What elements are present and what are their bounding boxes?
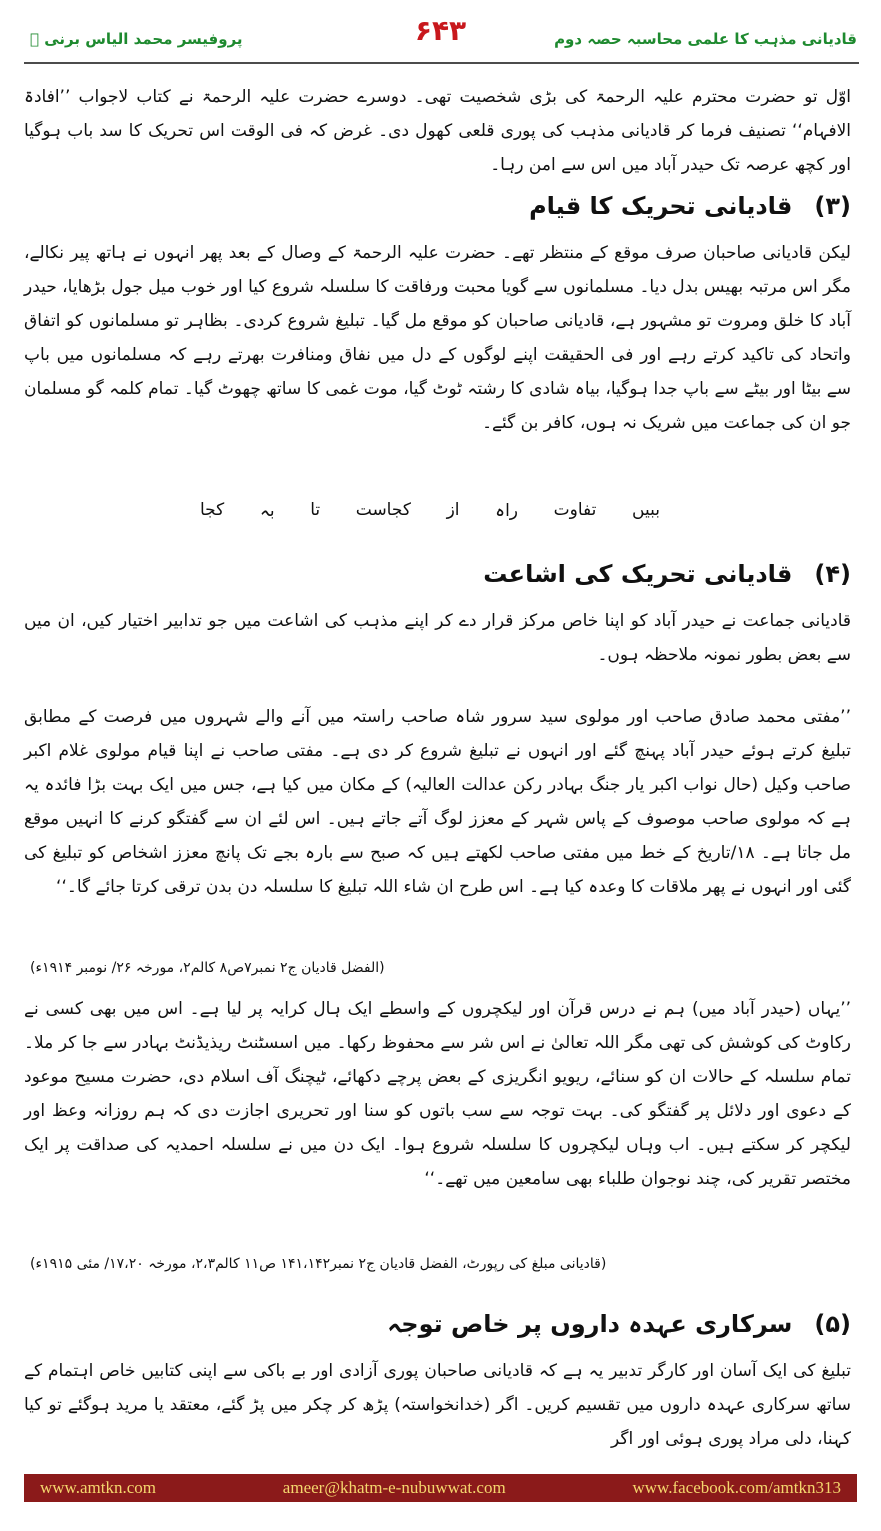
header-divider [24, 62, 859, 64]
author-name: پروفیسر محمد الیاس برنی ﷫ [30, 30, 243, 48]
quote-1: ’’مفتی محمد صادق صاحب اور مولوی سید سرور شاہ صاحب راستہ میں آنے والے شہروں میں فرصت کے مطابق تبلیغ کرتے ہوئے حیدر آباد پہنچ گئے اور انہوں نے تبلیغ شروع کر دی ہے۔ مفتی صاحب نے اپنا قیام مولوی غلام اکبر صاحب وکیل (حال نواب اکبر یار جنگ بہادر رکن عدالت العالیہ) کے مکان میں کیا ہے، جس میں ایک بہت بڑا فائدہ یہ ہے کہ مولوی صاحب موصوف کے پاس شہر کے معزز لوگ آتے جاتے ہیں۔ اس لئے ان سے گفتگو کرنے کا انہیں موقع مل جاتا ہے۔ ۱۸/تاریخ کے خط میں مفتی صاحب لکھتے ہیں کہ صبح سے بارہ بجے تک پانچ معزز اشخاص کو تبلیغ کی گئی اور انہوں نے پھر ملاقات کا وعدہ کیا ہے۔ اس طرح ان شاء اللہ تبلیغ کا سلسلہ دن بدن ترقی کرتا جائے گا۔‘‘ [24, 707, 851, 897]
verse-word: راہ [495, 501, 519, 521]
facebook-link[interactable]: www.facebook.com/amtkn313 [632, 1478, 841, 1497]
website-link[interactable]: www.amtkn.com [40, 1478, 156, 1497]
verse-word: ببیں [632, 500, 660, 520]
book-title: قادیانی مذہب کا علمی محاسبہ حصہ دوم [554, 30, 857, 48]
verse-word: از [446, 500, 460, 520]
section-5-text: تبلیغ کی ایک آسان اور کارگر تدبیر یہ ہے کہ قادیانی صاحبان پوری آزادی اور بے باکی سے اپنی کتابیں خاص اہتمام کے ساتھ سرکاری عہدہ داروں میں تقسیم کریں۔ اگر (خدانخواستہ) پڑھ کر چکر میں پڑ گئے، معتقد یا مرید ہوگئے تو کیا کہنا، دلی مراد پوری ہوئی اور اگر [24, 1361, 851, 1449]
verse-word: تا [310, 500, 321, 520]
section-4-number: (۴) [814, 560, 851, 588]
section-3-heading [529, 192, 851, 220]
verse-word: کجاست [355, 500, 411, 520]
section-4-title: قادیانی تحریک کی اشاعت [483, 560, 793, 588]
intro-paragraph: اوّل تو حضرت محترم علیہ الرحمۃ کی بڑی شخصیت تھی۔ دوسرے حضرت علیہ الرحمۃ نے کتاب لاجواب ’’افادۃ الافہام‘‘ تصنیف فرما کر قادیانی مذہب کی پوری قلعی کھول دی۔ غرض کہ فی الوقت اس تحریک کا سد باب ہوگیا اور کچھ عرصہ تک حیدر آباد میں اس سے امن رہا۔ [24, 87, 851, 175]
persian-verse [200, 500, 660, 521]
section-5-heading [387, 1310, 851, 1338]
page-number: ۶۴۳ [414, 14, 467, 47]
section-3-title: قادیانی تحریک کا قیام [529, 192, 793, 220]
section-4-heading [483, 560, 851, 588]
section-5-number: (۵) [814, 1310, 851, 1338]
verse-word: بہ [259, 501, 275, 521]
footer-bar [24, 1474, 857, 1502]
reference-2: (قادیانی مبلغ کی رپورٹ، الفضل قادیان ج۲ نمبر۱۴۱،۱۴۲ ص۱۱ کالم۲،۳، مورخہ ۱۷،۲۰/ مئی ۱۹۱۵ء) [30, 1256, 607, 1272]
section-5-title: سرکاری عہدہ داروں پر خاص توجہ [387, 1310, 793, 1338]
quote-2: ’’یہاں (حیدر آباد میں) ہم نے درس قرآن اور لیکچروں کے واسطے ایک ہال کرایہ پر لیا ہے۔ اس میں بھی کسی نے رکاوٹ کی کوشش کی تھی مگر اللہ تعالیٰ نے اس شر سے محفوظ رکھا۔ میں اسسٹنٹ ریذیڈنٹ بہادر سے جا کر ملا۔ تمام سلسلہ کے حالات ان کو سنائے، ریویو انگریزی کے بعض پرچے دکھائے، ٹیچنگ آف اسلام دی، حضرت مسیح موعود کے دعوی اور دلائل پر گفتگو کی۔ بہت توجہ سے سب باتوں کو سنا اور تحریری اجازت دی کہ ہم روزانہ وعظ اور لیکچر کر سکتے ہیں۔ اب وہاں لیکچروں کا سلسلہ شروع ہوا۔ ایک دن میں نے سلسلہ احمدیہ کی صداقت پر ایک مختصر تقریر کی، چند نوجوان طلباء بھی سامعین میں تھے۔‘‘ [24, 999, 851, 1189]
email-link[interactable]: ameer@khatm-e-nubuwwat.com [282, 1478, 506, 1497]
section-3-text: لیکن قادیانی صاحبان صرف موقع کے منتظر تھے۔ حضرت علیہ الرحمۃ کے وصال کے بعد پھر انہوں نے ہاتھ پیر نکالے، مگر اس مرتبہ بھیس بدل دیا۔ مسلمانوں سے گویا محبت ورفاقت کا سلسلہ شروع کیا اور خوب میل جول بڑھایا، حیدر آباد کا خلق ومروت تو مشہور ہے، قادیانی صاحبان کو موقع مل گیا۔ تبلیغ شروع کردی۔ بظاہر تو مسلمانوں کو اتفاق واتحاد کی تاکید کرتے رہے اور فی الحقیقت اپنے لوگوں کے دل میں نفاق ومنافرت بھرتے رہے کہ مسلمانوں میں باپ سے بیٹا اور بیٹے سے باپ جدا ہوگیا، بیاہ شادی کا رشتہ ٹوٹ گیا، موت غمی کا ساتھ چھوٹ گیا۔ تمام کلمہ گو مسلمان جو ان کی جماعت میں شریک نہ ہوں، کافر بن گئے۔ [24, 243, 851, 433]
reference-1: (الفضل قادیان ج۲ نمبر۷ص۸ کالم۲، مورخہ ۲۶/ نومبر ۱۹۱۴ء) [30, 960, 385, 976]
verse-word: کجا [200, 500, 225, 520]
section-4-text: قادیانی جماعت نے حیدر آباد کو اپنا خاص مرکز قرار دے کر اپنے مذہب کی اشاعت میں جو تدابیر اختیار کیں، ان میں سے بعض بطور نمونہ ملاحظہ ہوں۔ [24, 611, 851, 665]
verse-word: تفاوت [553, 500, 597, 520]
section-3-number: (۳) [814, 192, 851, 220]
